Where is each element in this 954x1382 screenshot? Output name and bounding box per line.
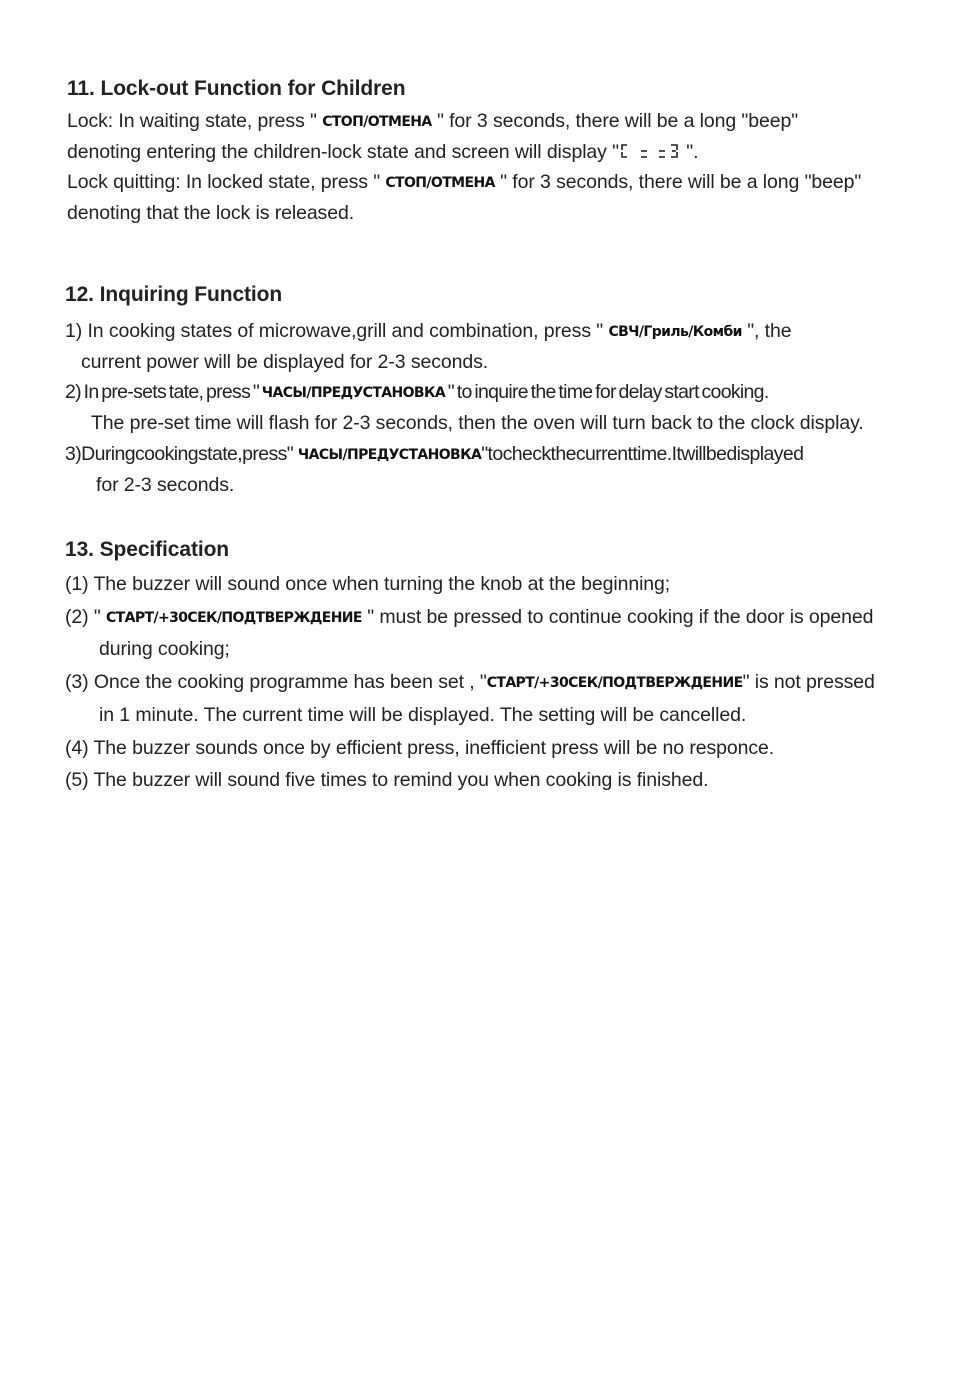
spec-item-2-line-1 — [65, 605, 873, 630]
start-confirm-button-label: СТАРТ/+30СЕК/ПОДТВЕРЖДЕНИЕ — [106, 610, 362, 626]
child-lock-display-icon — [619, 142, 681, 160]
section-13-heading: 13. Specification — [65, 538, 230, 561]
inquiring-item-3-line-2: for 2-3 seconds. — [96, 474, 235, 496]
lock-paragraph-line-4: denoting that the lock is released. — [67, 202, 355, 224]
mode-button-label: СВЧ/Гриль/Комби — [608, 324, 742, 340]
lock-paragraph-line-1 — [67, 109, 798, 134]
text-segment: 1) In cooking states of microwave,grill and combination, press " — [65, 320, 609, 342]
clock-preset-button-label: ЧАСЫ/ПРЕДУСТАНОВКА — [297, 447, 482, 463]
text-segment: 3)Duringcookingstate,press" — [65, 443, 298, 465]
text-segment: ". — [680, 141, 699, 163]
text-segment: 2) In pre-sets tate, press " — [65, 381, 262, 403]
spec-item-4: (4) The buzzer sounds once by efficient press, inefficient press will be no responce. — [65, 737, 775, 759]
stop-cancel-button-label: СТОП/ОТМЕНА — [385, 175, 495, 191]
text-segment: " to inquire the time for delay start cooking. — [445, 381, 769, 403]
text-segment: (2) " — [65, 606, 106, 628]
spec-item-3-line-1 — [65, 670, 875, 695]
spec-item-1: (1) The buzzer will sound once when turning the knob at the beginning; — [65, 573, 671, 595]
section-11-heading: 11. Lock-out Function for Children — [67, 77, 406, 100]
inquiring-item-2-line-2: The pre-set time will flash for 2-3 seconds, then the oven will turn back to the clock display. — [91, 412, 864, 434]
inquiring-item-3-line-1 — [65, 442, 803, 467]
spec-item-5: (5) The buzzer will sound five times to remind you when cooking is finished. — [65, 769, 709, 791]
inquiring-item-1-line-1 — [65, 319, 791, 344]
spec-item-2-line-2: during cooking; — [99, 638, 230, 660]
start-confirm-button-label: СТАРТ/+30СЕК/ПОДТВЕРЖДЕНИЕ — [486, 675, 743, 691]
text-segment: "tocheckthecurrenttime.Itwillbedisplayed — [481, 443, 804, 465]
inquiring-item-2-line-1 — [65, 380, 769, 405]
text-segment: " for 3 seconds, there will be a long "beep" — [431, 110, 799, 132]
lock-paragraph-line-3 — [67, 170, 861, 195]
lock-paragraph-line-2 — [67, 140, 698, 164]
spec-item-3-line-2: in 1 minute. The current time will be displayed. The setting will be cancelled. — [99, 704, 747, 726]
inquiring-item-1-line-2: current power will be displayed for 2-3 seconds. — [81, 351, 489, 373]
text-segment: " is not pressed — [742, 671, 875, 693]
text-segment: (3) Once the cooking programme has been set , " — [65, 671, 487, 693]
text-segment: " for 3 seconds, there will be a long "beep" — [494, 171, 862, 193]
text-segment: Lock: In waiting state, press " — [67, 110, 323, 132]
stop-cancel-button-label: СТОП/ОТМЕНА — [322, 114, 432, 130]
text-segment: " must be pressed to continue cooking if the door is opened — [361, 606, 874, 628]
clock-preset-button-label: ЧАСЫ/ПРЕДУСТАНОВКА — [261, 385, 446, 401]
text-segment: denoting entering the children-lock state and screen will display " — [67, 141, 619, 163]
text-segment: Lock quitting: In locked state, press " — [67, 171, 386, 193]
text-segment: ", the — [741, 320, 792, 342]
section-12-heading: 12. Inquiring Function — [65, 283, 283, 306]
